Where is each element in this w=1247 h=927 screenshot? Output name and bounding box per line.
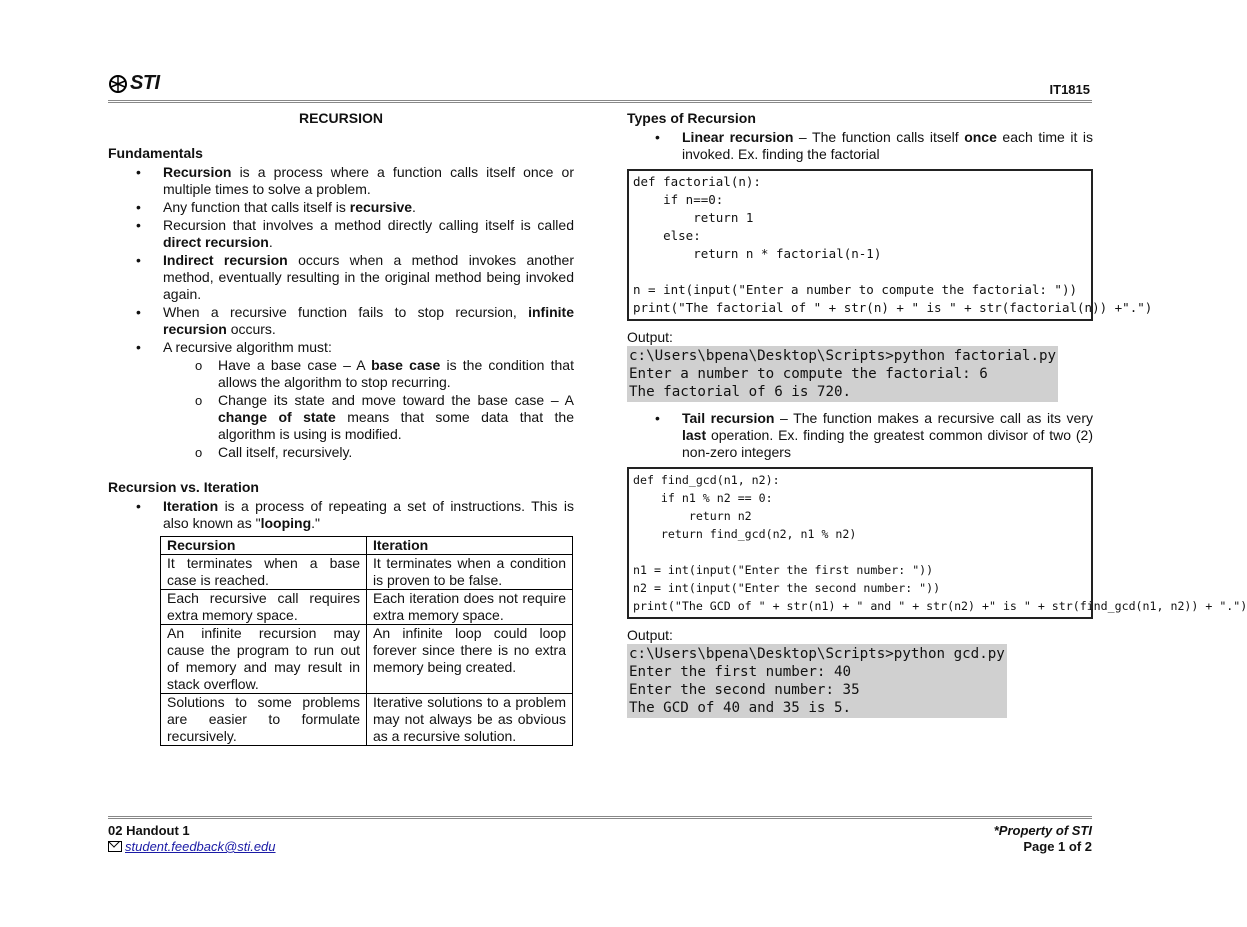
- page-number: Page 1 of 2: [1023, 839, 1092, 854]
- footer-left: [108, 823, 276, 855]
- item-text: is a process where a function calls itself once or multiple times to solve a problem.: [163, 164, 574, 197]
- table-row: [161, 694, 573, 746]
- types-of-recursion-heading: Types of Recursion: [627, 110, 756, 126]
- algorithm-requirements-list: [163, 357, 574, 461]
- item-text: Call itself, recursively.: [218, 444, 353, 460]
- gcd-terminal-output: [627, 644, 1007, 718]
- header-divider: [108, 100, 1092, 103]
- table-cell: Iterative solutions to a problem may not always be as obvious as a recursive solution.: [367, 694, 573, 746]
- envelope-icon: [108, 841, 122, 852]
- sti-globe-icon: [108, 74, 128, 94]
- terminal-line: c:\Users\bpena\Desktop\Scripts>python gcd.py: [629, 646, 1005, 662]
- list-item: [627, 410, 1093, 461]
- comparison-table: [160, 536, 573, 746]
- item-text: each time it is invoked. Ex. finding the factorial: [682, 129, 1094, 162]
- table-cell: Each recursive call requires extra memory space.: [161, 590, 367, 625]
- term-infinite-recursion: infinite recursion: [163, 304, 574, 337]
- recursion-vs-iteration-heading: Recursion vs. Iteration: [108, 479, 259, 495]
- term-once: once: [964, 129, 997, 145]
- document-code: IT1815: [1049, 82, 1090, 97]
- fundamentals-list: [108, 164, 574, 356]
- item-text: Change its state and move toward the base case – A: [218, 392, 574, 408]
- item-text: .": [311, 515, 320, 531]
- item-text: Any function that calls itself is: [163, 199, 350, 215]
- term-recursion: Recursion: [163, 164, 232, 180]
- item-text: .: [412, 199, 416, 215]
- footer-divider: [108, 816, 1092, 819]
- term-looping: looping: [260, 515, 312, 531]
- output-label: Output:: [627, 329, 673, 345]
- terminal-line: The GCD of 40 and 35 is 5.: [629, 700, 852, 716]
- feedback-email-link[interactable]: student.feedback@sti.edu: [125, 839, 276, 854]
- term-iteration: Iteration: [163, 498, 219, 514]
- logo-text: STI: [130, 72, 160, 94]
- factorial-terminal-output: [627, 346, 1058, 402]
- sub-list-item: [163, 444, 574, 461]
- column-header-recursion: Recursion: [161, 537, 367, 555]
- terminal-line: Enter the second number: 35: [629, 682, 860, 698]
- term-direct-recursion: direct recursion: [163, 234, 269, 250]
- list-item: [108, 252, 574, 303]
- term-linear-recursion: Linear recursion: [682, 129, 794, 145]
- table-row: [161, 555, 573, 590]
- item-text: operation. Ex. finding the greatest common divisor of two (2) non-zero integers: [682, 427, 1093, 460]
- tail-recursion-list: [627, 410, 1093, 461]
- term-recursive: recursive: [349, 199, 413, 215]
- footer-right: [994, 823, 1092, 855]
- item-text: Recursion that involves a method directly calling itself is called: [163, 217, 574, 233]
- term-base-case: base case: [371, 357, 441, 373]
- property-notice: *Property of STI: [993, 823, 1092, 838]
- term-last: last: [682, 427, 707, 443]
- item-text: – The function calls itself: [793, 129, 965, 145]
- factorial-code-block: def factorial(n): if n==0: return 1 else: return n * factorial(n-1) n = int(input("Enter a number to compute the factorial: ")) print("The factorial of " + str(n) + " is " + str(factorial(n)) +"."): [627, 169, 1093, 321]
- table-header-row: [161, 537, 573, 555]
- item-text: occurs.: [226, 321, 276, 337]
- term-indirect-recursion: Indirect recursion: [163, 252, 288, 268]
- list-item: [108, 217, 574, 251]
- item-text: is the condition that allows the algorithm to stop recurring.: [218, 357, 574, 390]
- list-item: [108, 339, 574, 356]
- list-item: [108, 498, 574, 532]
- list-item: [108, 164, 574, 198]
- output-label: Output:: [627, 627, 673, 643]
- linear-recursion-list: [627, 129, 1093, 163]
- item-text: – The function makes a recursive call as its very: [774, 410, 1093, 426]
- fundamentals-heading: Fundamentals: [108, 145, 203, 161]
- left-column: [108, 110, 574, 746]
- item-text: .: [268, 234, 273, 250]
- item-text: is a process of repeating a set of instructions. This is also known as ": [163, 498, 574, 531]
- item-text: When a recursive function fails to stop recursion,: [163, 304, 529, 320]
- table-cell: An infinite loop could loop forever since there is no extra memory being created.: [367, 625, 573, 694]
- list-item: [627, 129, 1093, 163]
- iteration-list: [108, 498, 574, 532]
- table-cell: An infinite recursion may cause the program to run out of memory and may result in stack overflow.: [161, 625, 367, 694]
- item-text: means that some data that the algorithm is using is modified.: [218, 409, 574, 442]
- page-title: RECURSION: [298, 110, 383, 126]
- handout-label: 02 Handout 1: [108, 823, 190, 838]
- item-text: occurs when a method invokes another method, eventually resulting in the original method being invoked again.: [163, 252, 574, 302]
- sub-list-item: [163, 357, 574, 391]
- terminal-line: c:\Users\bpena\Desktop\Scripts>python factorial.py: [629, 348, 1057, 364]
- sub-list-item: [163, 392, 574, 443]
- item-text: Have a base case – A: [218, 357, 372, 373]
- terminal-line: Enter a number to compute the factorial: 6: [629, 366, 988, 382]
- terminal-line: The factorial of 6 is 720.: [629, 384, 852, 400]
- table-cell: Solutions to some problems are easier to formulate recursively.: [161, 694, 367, 746]
- table-cell: It terminates when a base case is reached.: [161, 555, 367, 590]
- gcd-code-block: def find_gcd(n1, n2): if n1 % n2 == 0: return n2 return find_gcd(n2, n1 % n2) n1 = int(input("Enter the first number: ")) n2 = int(input("Enter the second number: ")) print("The GCD of " + str(n1) + " and " + str(n2) +" is " + str(find_gcd(n1, n2)) + "."): [627, 467, 1093, 619]
- table-row: [161, 590, 573, 625]
- list-item: [108, 304, 574, 338]
- terminal-line: Enter the first number: 40: [629, 664, 852, 680]
- term-tail-recursion: Tail recursion: [682, 410, 775, 426]
- table-cell: It terminates when a condition is proven to be false.: [367, 555, 573, 590]
- term-change-of-state: change of state: [218, 409, 336, 425]
- table-cell: Each iteration does not require extra memory space.: [367, 590, 573, 625]
- table-row: [161, 625, 573, 694]
- item-text: A recursive algorithm must:: [163, 339, 332, 355]
- column-header-iteration: Iteration: [367, 537, 573, 555]
- right-column: [627, 110, 1247, 718]
- sti-logo: [108, 72, 160, 95]
- list-item: [108, 199, 574, 216]
